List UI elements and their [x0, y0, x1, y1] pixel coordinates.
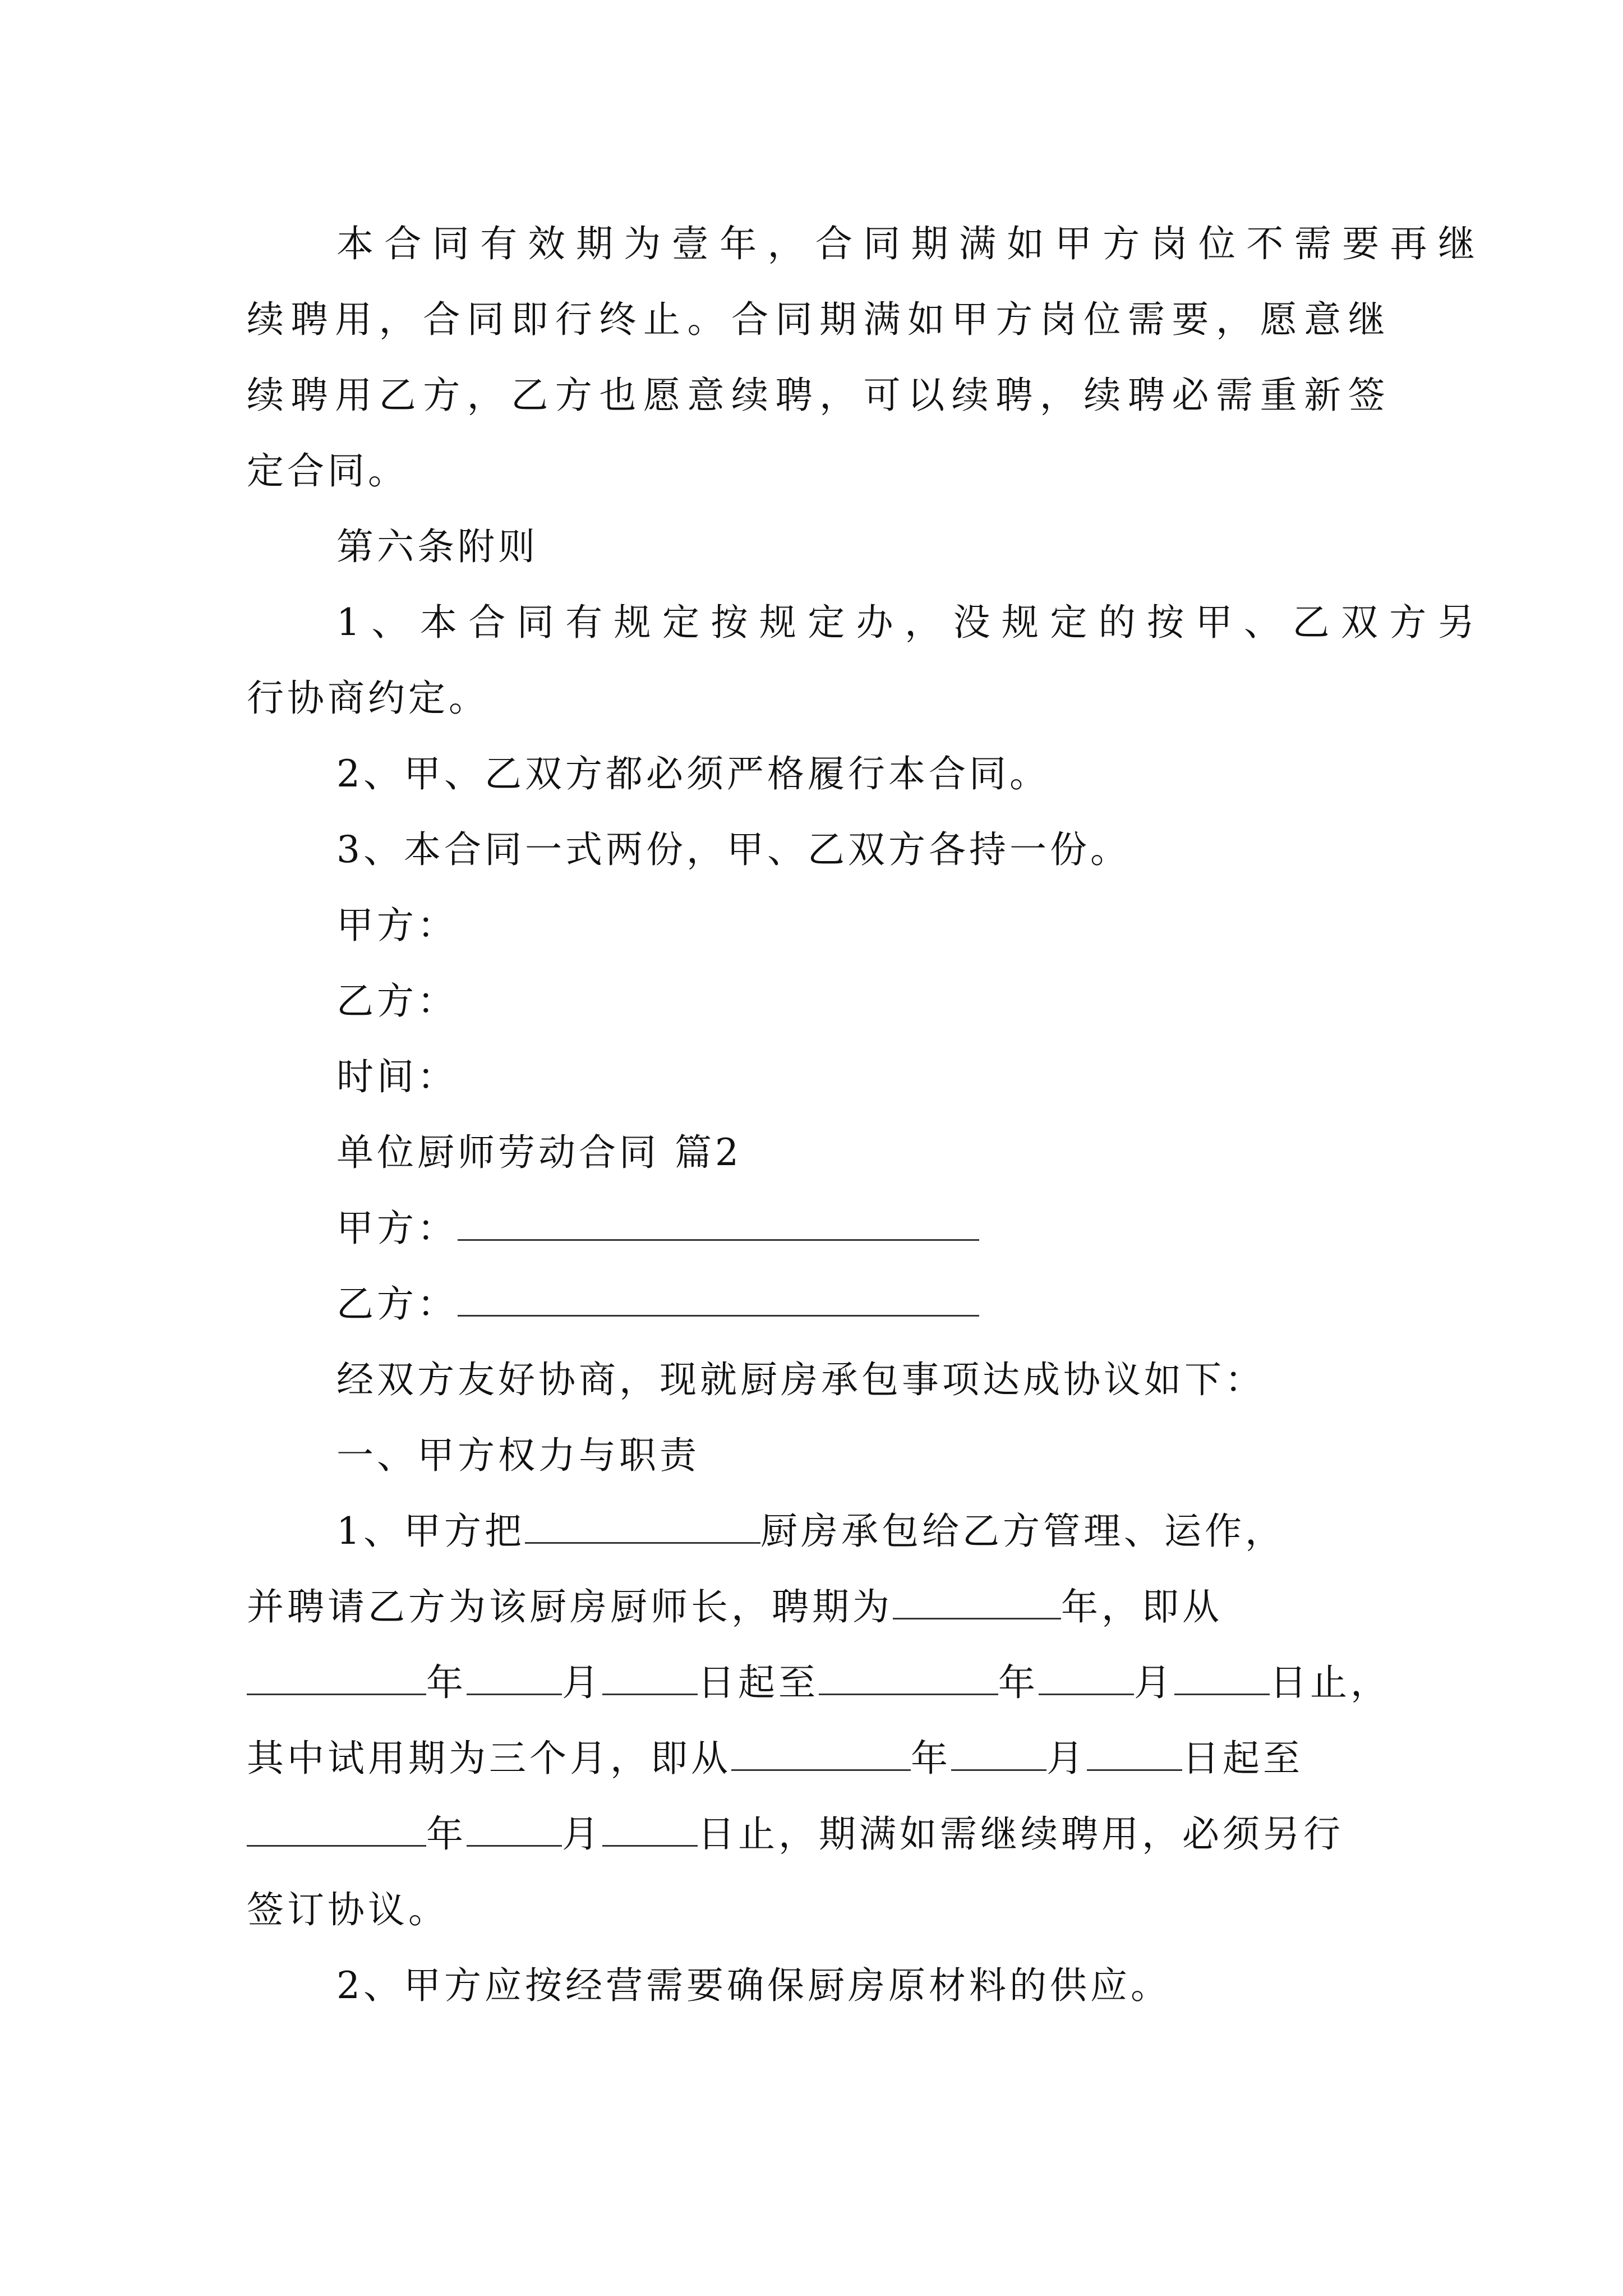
- blank-field: [1087, 1737, 1182, 1771]
- section-heading: 一、甲方权力与职责: [336, 1434, 700, 1477]
- signature-party-a: 甲方：: [336, 904, 458, 947]
- body-line: 1、甲方把 厨房承包给乙方管理、运作，: [336, 1510, 1285, 1553]
- blank-field: [951, 1737, 1046, 1771]
- party-b-line: [0, 1279, 1623, 1329]
- blank-field: [1174, 1661, 1270, 1695]
- body-line: 本 合 同 有 效 期 为 壹 年 ， 合 同 期 满 如 甲 方 岗 位 不 需 要 再 继: [336, 222, 1475, 265]
- blank-field: [602, 1812, 698, 1847]
- body-line: 行协商约定。: [247, 677, 489, 720]
- blank-field: [458, 1207, 979, 1241]
- body-line: 定合同。: [247, 449, 408, 493]
- party-a-line: [0, 1203, 1623, 1254]
- body-line: 3、本合同一式两份，甲、乙双方各持一份。: [336, 828, 1131, 871]
- contract-title: 单位厨师劳动合同 篇2: [336, 1131, 742, 1174]
- blank-field: [602, 1661, 698, 1695]
- body-line: 年 月 日止，期满如需继续聘用，必须另行: [0, 1809, 1623, 1860]
- body-line: 续 聘 用 乙 方 ， 乙 方 也 愿 意 续 聘 ， 可 以 续 聘 ， 续 聘 必 需 重 新 签: [247, 374, 1385, 417]
- body-line: 年 月 日起至 年 月 日止，: [0, 1658, 1623, 1708]
- blank-field: [893, 1585, 1061, 1619]
- signature-time: 时间：: [336, 1055, 458, 1098]
- party-b-label: 乙方：: [336, 1282, 458, 1326]
- blank-field: [525, 1510, 760, 1544]
- body-line: 经双方友好协商，现就厨房承包事项达成协议如下：: [336, 1358, 1265, 1401]
- body-line: 2、甲方应按经营需要确保厨房原材料的供应。: [336, 1964, 1171, 2007]
- body-line: 并聘请乙方为该厨房厨师长，聘期为 年，即从: [247, 1585, 1223, 1628]
- blank-field: [467, 1812, 562, 1847]
- blank-field: [467, 1661, 562, 1695]
- signature-party-b: 乙方：: [336, 979, 458, 1023]
- blank-field: [247, 1812, 426, 1847]
- blank-field: [1039, 1661, 1134, 1695]
- body-line: 续 聘 用 ， 合 同 即 行 终 止 。 合 同 期 满 如 甲 方 岗 位 需 要 ， 愿 意 继: [247, 298, 1385, 341]
- blank-field: [458, 1282, 979, 1317]
- body-line: 1 、 本 合 同 有 规 定 按 规 定 办 ， 没 规 定 的 按 甲 、 乙 双 方 另: [336, 601, 1475, 644]
- blank-field: [819, 1661, 998, 1695]
- article-heading: 第六条附则: [336, 525, 538, 568]
- blank-field: [247, 1661, 426, 1695]
- body-line: 其中试用期为三个月，即从 年 月 日起至: [247, 1737, 1303, 1780]
- body-line: 2、甲、乙双方都必须严格履行本合同。: [336, 752, 1050, 795]
- party-a-label: 甲方：: [336, 1207, 458, 1250]
- body-line: 签订协议。: [247, 1888, 449, 1931]
- blank-field: [731, 1737, 911, 1771]
